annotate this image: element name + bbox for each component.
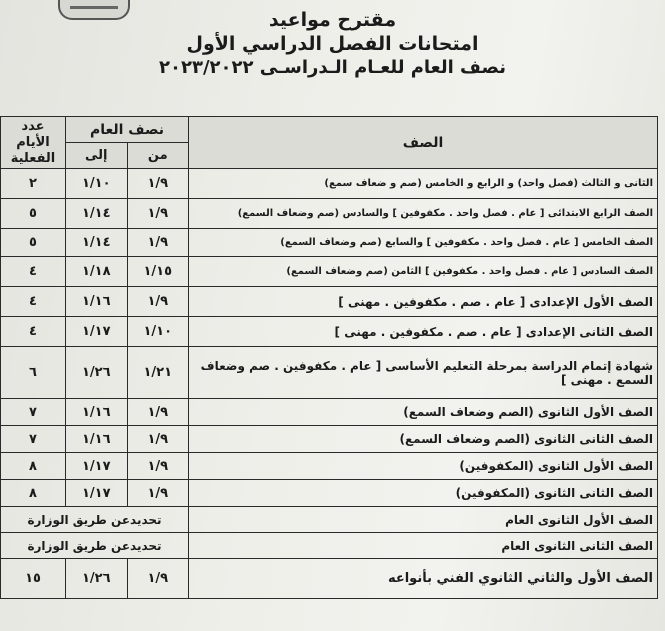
from-date-cell: ١/٩ — [127, 229, 189, 257]
grade-cell — [189, 507, 658, 533]
from-date-cell: ١/٩ — [127, 399, 189, 426]
days-count-cell: ٦ — [1, 347, 66, 399]
grade-cell — [189, 287, 658, 317]
from-date-cell: ١/٩ — [127, 169, 189, 199]
grade-cell — [189, 169, 658, 199]
table-row — [1, 229, 658, 257]
grade-cell — [189, 199, 658, 229]
from-date-cell: ١/٩ — [127, 199, 189, 229]
table-row — [1, 480, 658, 507]
exam-schedule-table — [0, 116, 658, 599]
days-count-cell: ٥ — [1, 229, 66, 257]
table-row — [1, 507, 658, 533]
grade-cell — [189, 317, 658, 347]
from-date-cell: ١/٩ — [127, 453, 189, 480]
grade-label: الصف الأول والثاني الثانوي الفني بأنواعه — [387, 570, 653, 586]
grade-label: الصف الثانى الثانوى (الصم وضعاف السمع) — [399, 432, 653, 446]
table-row — [1, 257, 658, 287]
days-count-cell: ٥ — [1, 199, 66, 229]
grade-label: الصف الثانى الثانوى العام — [501, 538, 653, 553]
grade-label: الثانى و الثالث (فصل واحد) و الرابع و الخامس (صم و ضعاف سمع) — [324, 177, 653, 189]
column-header-from: من — [127, 143, 189, 169]
from-date-cell: ١/١٠ — [127, 317, 189, 347]
to-date-cell: ١/١٦ — [66, 426, 128, 453]
grade-label: الصف الخامس [ عام . فصل واحد . مكفوفين ] والسابع (صم وضعاف السمع) — [280, 236, 653, 248]
grade-label: الصف الأول الثانوى العام — [505, 512, 653, 527]
column-header-days: عدد الأيام الفعلية — [1, 117, 66, 169]
to-date-cell: ١/١٨ — [66, 257, 128, 287]
grade-cell — [189, 453, 658, 480]
to-date-cell: ١/١٧ — [66, 453, 128, 480]
grade-label: الصف الثانى الإعدادى [ عام . صم . مكفوفين . مهنى ] — [334, 324, 653, 339]
from-date-cell: ١/٩ — [127, 480, 189, 507]
to-date-cell: ١/١٠ — [66, 169, 128, 199]
grade-cell — [189, 533, 658, 559]
table-row — [1, 317, 658, 347]
column-header-grade: الصف — [189, 117, 658, 169]
table-row — [1, 199, 658, 229]
days-count-cell: ٢ — [1, 169, 66, 199]
grade-cell — [189, 347, 658, 399]
header-line-3: نصف العام للعـام الـدراسـى ٢٠٢٣/٢٠٢٢ — [159, 57, 506, 78]
ministry-note-cell: تحديدعن طريق الوزارة — [1, 533, 189, 559]
ministry-note-cell: تحديدعن طريق الوزارة — [1, 507, 189, 533]
days-count-cell: ٨ — [1, 453, 66, 480]
to-date-cell: ١/١٦ — [66, 287, 128, 317]
from-date-cell: ١/٩ — [127, 287, 189, 317]
to-date-cell: ١/٢٦ — [66, 559, 128, 599]
to-date-cell: ١/١٦ — [66, 399, 128, 426]
table-row — [1, 559, 658, 599]
to-date-cell: ١/١٧ — [66, 317, 128, 347]
column-header-to: إلى — [66, 143, 128, 169]
table-row — [1, 347, 658, 399]
document-header — [60, 8, 605, 80]
days-count-cell: ٨ — [1, 480, 66, 507]
grade-cell — [189, 399, 658, 426]
header-line-2: امتحانات الفصل الدراسي الأول — [186, 33, 479, 55]
grade-cell — [189, 559, 658, 599]
to-date-cell: ١/١٤ — [66, 229, 128, 257]
grade-label: الصف الأول الثانوى (الصم وضعاف السمع) — [403, 405, 653, 419]
table-row — [1, 426, 658, 453]
to-date-cell: ١/١٤ — [66, 199, 128, 229]
grade-label: شهادة إتمام الدراسة بمرحلة التعليم الأساسى [ عام . مكفوفين . صم وضعاف السمع . مهنى ] — [200, 358, 653, 387]
grade-label: الصف الثانى الثانوى (المكفوفين) — [455, 486, 653, 500]
from-date-cell: ١/٢١ — [127, 347, 189, 399]
grade-label: الصف الأول الإعدادى [ عام . صم . مكفوفين . مهنى ] — [338, 294, 653, 309]
table-row — [1, 169, 658, 199]
table-row — [1, 533, 658, 559]
table-row — [1, 287, 658, 317]
from-date-cell: ١/١٥ — [127, 257, 189, 287]
days-count-cell: ٧ — [1, 426, 66, 453]
grade-label: الصف الأول الثانوى (المكفوفين) — [459, 459, 653, 473]
grade-cell — [189, 426, 658, 453]
days-count-cell: ٤ — [1, 257, 66, 287]
to-date-cell: ١/١٧ — [66, 480, 128, 507]
column-header-half-year: نصف العام — [66, 117, 189, 143]
days-count-cell: ٤ — [1, 287, 66, 317]
table-row — [1, 399, 658, 426]
from-date-cell: ١/٩ — [127, 426, 189, 453]
grade-cell — [189, 480, 658, 507]
grade-cell — [189, 229, 658, 257]
grade-label: الصف السادس [ عام . فصل واحد . مكفوفين ] الثامن (صم وضعاف السمع) — [286, 265, 653, 277]
grade-cell — [189, 257, 658, 287]
header-line-1: مقترح مواعيد — [268, 9, 397, 31]
days-count-cell: ٤ — [1, 317, 66, 347]
table-row — [1, 453, 658, 480]
grade-label: الصف الرابع الابتدائى [ عام . فصل واحد . مكفوفين ] والسادس (صم وضعاف السمع) — [237, 207, 653, 219]
to-date-cell: ١/٢٦ — [66, 347, 128, 399]
days-count-cell: ١٥ — [1, 559, 66, 599]
days-count-cell: ٧ — [1, 399, 66, 426]
from-date-cell: ١/٩ — [127, 559, 189, 599]
